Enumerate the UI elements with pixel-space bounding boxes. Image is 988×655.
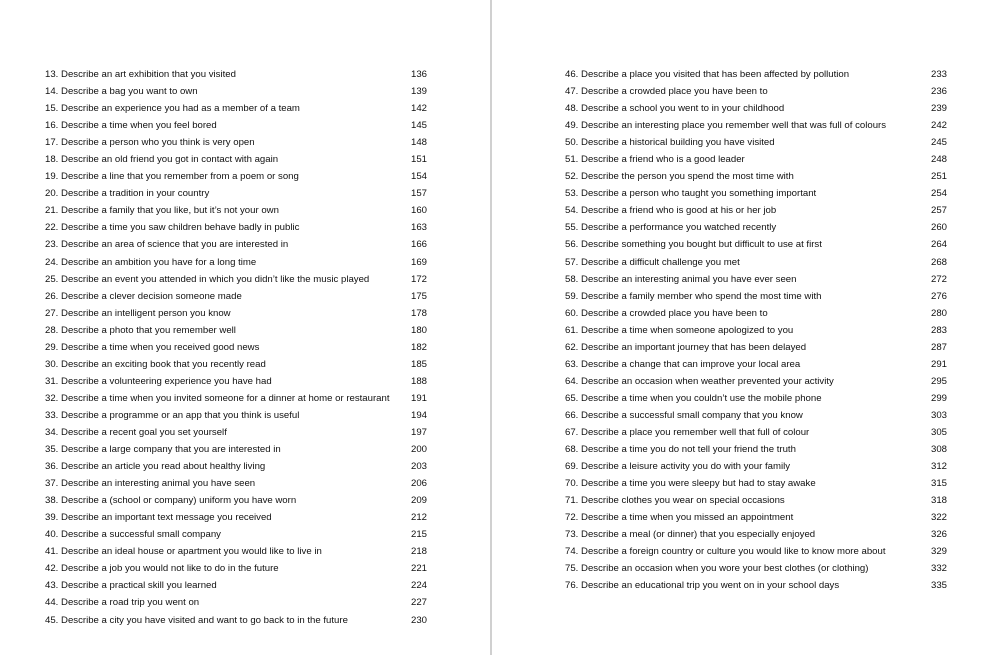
entry-number: 52. [565, 171, 579, 183]
toc-entry [565, 254, 950, 271]
entry-page-number: 251 [931, 171, 948, 183]
entry-title: Describe an interesting animal you have ever seen [581, 273, 797, 285]
entry-title: Describe a city you have visited and want to go back to in the future [61, 614, 348, 626]
entry-title: Describe a foreign country or culture you would like to know more about [581, 546, 886, 558]
entry-title: Describe a successful small company [61, 529, 221, 541]
toc-entry [45, 458, 430, 475]
entry-number: 56. [565, 239, 579, 251]
entry-number: 58. [565, 273, 579, 285]
toc-entry [565, 151, 950, 168]
entry-page-number: 221 [411, 563, 428, 575]
toc-entry [565, 322, 950, 339]
entry-title: Describe a job you would not like to do in the future [61, 563, 279, 575]
entry-page-number: 283 [931, 324, 948, 336]
entry-title: Describe a line that you remember from a poem or song [61, 171, 299, 183]
entry-title: Describe a (school or company) uniform you have worn [61, 495, 297, 507]
entry-page-number: 305 [931, 426, 948, 438]
entry-page-number: 248 [931, 154, 948, 166]
toc-entry [565, 185, 950, 202]
toc-entry [565, 441, 950, 458]
toc-entry [45, 407, 430, 424]
entry-title: Describe a time when you received good news [61, 341, 260, 353]
entry-number: 23. [45, 239, 59, 251]
toc-entry [565, 305, 950, 322]
toc-entry [565, 492, 950, 509]
toc-entry [45, 612, 430, 629]
entry-page-number: 291 [931, 358, 948, 370]
entry-number: 76. [565, 580, 579, 592]
entry-title: Describe an experience you had as a member of a team [61, 103, 300, 115]
toc-entry [45, 577, 430, 594]
toc-entry [565, 288, 950, 305]
entry-page-number: 209 [411, 495, 428, 507]
entry-page-number: 139 [411, 86, 428, 98]
entry-number: 57. [565, 256, 579, 268]
entry-page-number: 318 [931, 495, 948, 507]
entry-title: Describe a person who taught you something important [581, 188, 817, 200]
entry-title: Describe a volunteering experience you have had [61, 375, 272, 387]
entry-page-number: 276 [931, 290, 948, 302]
entry-page-number: 230 [411, 614, 428, 626]
toc-entry [565, 117, 950, 134]
entry-number: 15. [45, 103, 59, 115]
entry-title: Describe an exciting book that you recently read [61, 358, 266, 370]
toc-entry [45, 543, 430, 560]
entry-number: 62. [565, 341, 579, 353]
entry-title: Describe an event you attended in which you didn’t like the music played [61, 273, 370, 285]
entry-number: 51. [565, 154, 579, 166]
entry-number: 37. [45, 478, 59, 490]
toc-entry [565, 134, 950, 151]
entry-number: 34. [45, 426, 59, 438]
entry-page-number: 178 [411, 307, 428, 319]
entry-page-number: 295 [931, 375, 948, 387]
entry-title: Describe a place you remember well that full of colour [581, 426, 810, 438]
entry-page-number: 182 [411, 341, 428, 353]
entry-number: 55. [565, 222, 579, 234]
entry-page-number: 268 [931, 256, 948, 268]
entry-page-number: 163 [411, 222, 428, 234]
entry-page-number: 142 [411, 103, 428, 115]
entry-title: Describe a family that you like, but it’s not your own [61, 205, 279, 217]
entry-page-number: 191 [411, 392, 428, 404]
entry-title: Describe a programme or an app that you think is useful [61, 409, 300, 421]
entry-page-number: 203 [411, 461, 428, 473]
table-of-contents-right [565, 66, 950, 594]
entry-number: 39. [45, 512, 59, 524]
entry-number: 59. [565, 290, 579, 302]
entry-title: Describe an important journey that has been delayed [581, 341, 807, 353]
entry-page-number: 215 [411, 529, 428, 541]
entry-number: 71. [565, 495, 579, 507]
entry-number: 31. [45, 375, 59, 387]
table-of-contents-left [45, 66, 430, 629]
toc-entry [565, 271, 950, 288]
entry-title: Describe a time when you couldn’t use the mobile phone [581, 392, 822, 404]
entry-page-number: 206 [411, 478, 428, 490]
entry-number: 75. [565, 563, 579, 575]
entry-page-number: 287 [931, 341, 948, 353]
entry-title: Describe a difficult challenge you met [581, 256, 740, 268]
entry-page-number: 280 [931, 307, 948, 319]
entry-number: 35. [45, 444, 59, 456]
toc-entry [45, 151, 430, 168]
entry-title: Describe a friend who is good at his or her job [581, 205, 777, 217]
entry-number: 40. [45, 529, 59, 541]
entry-page-number: 180 [411, 324, 428, 336]
entry-page-number: 233 [931, 69, 948, 80]
entry-page-number: 260 [931, 222, 948, 234]
entry-page-number: 160 [411, 205, 428, 217]
entry-title: Describe a road trip you went on [61, 597, 200, 609]
entry-title: Describe a large company that you are interested in [61, 444, 281, 456]
entry-title: Describe a clever decision someone made [61, 290, 242, 302]
toc-entry [45, 168, 430, 185]
entry-page-number: 148 [411, 137, 428, 149]
toc-entry [45, 288, 430, 305]
entry-title: Describe a leisure activity you do with your family [581, 461, 791, 473]
entry-number: 69. [565, 461, 579, 473]
toc-entry [45, 322, 430, 339]
toc-entry [45, 526, 430, 543]
entry-title: Describe a family member who spend the most time with [581, 290, 822, 302]
entry-title: Describe a bag you want to own [61, 86, 198, 98]
entry-number: 65. [565, 392, 579, 404]
entry-page-number: 239 [931, 103, 948, 115]
entry-title: Describe an occasion when you wore your best clothes (or clothing) [581, 563, 869, 575]
entry-number: 30. [45, 358, 59, 370]
entry-title: Describe an interesting animal you have seen [61, 478, 256, 490]
entry-number: 29. [45, 341, 59, 353]
entry-number: 49. [565, 120, 579, 132]
entry-number: 26. [45, 290, 59, 302]
toc-entry [565, 526, 950, 543]
entry-title: Describe a friend who is a good leader [581, 154, 745, 166]
toc-entry [45, 100, 430, 117]
entry-number: 32. [45, 392, 59, 404]
entry-page-number: 303 [931, 409, 948, 421]
entry-number: 42. [45, 563, 59, 575]
entry-page-number: 254 [931, 188, 948, 200]
entry-number: 61. [565, 324, 579, 336]
entry-page-number: 242 [931, 120, 948, 132]
entry-title: Describe a crowded place you have been to [581, 86, 768, 98]
entry-page-number: 308 [931, 444, 948, 456]
toc-entry [45, 356, 430, 373]
right-page [492, 0, 988, 655]
entry-page-number: 212 [411, 512, 428, 524]
entry-title: Describe an interesting place you remember well that was full of colours [581, 120, 887, 132]
entry-number: 17. [45, 137, 59, 149]
entry-number: 43. [45, 580, 59, 592]
entry-page-number: 245 [931, 137, 948, 149]
entry-page-number: 299 [931, 392, 948, 404]
entry-number: 13. [45, 69, 59, 80]
entry-title: Describe a photo that you remember well [61, 324, 236, 336]
entry-page-number: 175 [411, 290, 428, 302]
entry-page-number: 335 [931, 580, 948, 592]
entry-number: 74. [565, 546, 579, 558]
toc-entry [45, 219, 430, 236]
entry-number: 67. [565, 426, 579, 438]
toc-entry [45, 594, 430, 611]
entry-page-number: 236 [931, 86, 948, 98]
entry-number: 45. [45, 614, 59, 626]
entry-number: 20. [45, 188, 59, 200]
entry-title: Describe a recent goal you set yourself [61, 426, 227, 438]
entry-number: 16. [45, 120, 59, 132]
entry-title: Describe the person you spend the most time with [581, 171, 794, 183]
toc-entry [45, 83, 430, 100]
toc-entry [565, 458, 950, 475]
left-page [0, 0, 490, 655]
toc-entry [45, 509, 430, 526]
entry-page-number: 224 [411, 580, 428, 592]
entry-number: 64. [565, 375, 579, 387]
entry-title: Describe something you bought but difficult to use at first [581, 239, 822, 251]
entry-page-number: 332 [931, 563, 948, 575]
entry-number: 50. [565, 137, 579, 149]
toc-entry [565, 543, 950, 560]
toc-entry [45, 117, 430, 134]
toc-entry [565, 424, 950, 441]
toc-entry [565, 168, 950, 185]
entry-page-number: 326 [931, 529, 948, 541]
entry-number: 28. [45, 324, 59, 336]
toc-entry [45, 271, 430, 288]
entry-title: Describe a tradition in your country [61, 188, 210, 200]
toc-entry [45, 492, 430, 509]
entry-title: Describe a time you were sleepy but had to stay awake [581, 478, 816, 490]
entry-title: Describe a successful small company that you know [581, 409, 803, 421]
entry-number: 46. [565, 69, 579, 80]
entry-title: Describe an ambition you have for a long time [61, 256, 257, 268]
toc-entry [565, 83, 950, 100]
entry-title: Describe a meal (or dinner) that you especially enjoyed [581, 529, 816, 541]
toc-entry [565, 373, 950, 390]
entry-title: Describe an article you read about healthy living [61, 461, 266, 473]
entry-number: 36. [45, 461, 59, 473]
entry-number: 33. [45, 409, 59, 421]
entry-number: 19. [45, 171, 59, 183]
entry-number: 41. [45, 546, 59, 558]
entry-number: 21. [45, 205, 59, 217]
entry-number: 44. [45, 597, 59, 609]
toc-entry [565, 577, 950, 594]
entry-page-number: 136 [411, 69, 428, 80]
entry-title: Describe a time you saw children behave badly in public [61, 222, 300, 234]
entry-page-number: 257 [931, 205, 948, 217]
entry-title: Describe a place you visited that has been affected by pollution [581, 69, 850, 80]
entry-number: 48. [565, 103, 579, 115]
toc-entry [565, 236, 950, 253]
entry-page-number: 200 [411, 444, 428, 456]
entry-page-number: 166 [411, 239, 428, 251]
entry-number: 60. [565, 307, 579, 319]
entry-page-number: 329 [931, 546, 948, 558]
entry-page-number: 322 [931, 512, 948, 524]
toc-entry [45, 305, 430, 322]
entry-page-number: 145 [411, 120, 428, 132]
toc-entry [565, 100, 950, 117]
toc-entry [45, 236, 430, 253]
toc-entry [565, 356, 950, 373]
entry-page-number: 197 [411, 426, 428, 438]
entry-title: Describe a time when you missed an appointment [581, 512, 794, 524]
entry-title: Describe an occasion when weather prevented your activity [581, 375, 834, 387]
entry-number: 73. [565, 529, 579, 541]
toc-entry [45, 202, 430, 219]
toc-entry [565, 407, 950, 424]
toc-entry [565, 390, 950, 407]
entry-page-number: 272 [931, 273, 948, 285]
entry-number: 72. [565, 512, 579, 524]
entry-page-number: 172 [411, 273, 428, 285]
entry-number: 38. [45, 495, 59, 507]
toc-entry [565, 202, 950, 219]
entry-page-number: 312 [931, 461, 948, 473]
entry-number: 18. [45, 154, 59, 166]
toc-entry [45, 441, 430, 458]
entry-number: 14. [45, 86, 59, 98]
entry-page-number: 157 [411, 188, 428, 200]
toc-entry [45, 66, 430, 83]
entry-title: Describe an area of science that you are interested in [61, 239, 289, 251]
entry-title: Describe an educational trip you went on in your school days [581, 580, 840, 592]
entry-number: 63. [565, 358, 579, 370]
entry-title: Describe a crowded place you have been to [581, 307, 768, 319]
toc-entry [565, 219, 950, 236]
entry-page-number: 169 [411, 256, 428, 268]
entry-title: Describe a time when you feel bored [61, 120, 217, 132]
toc-entry [565, 339, 950, 356]
entry-title: Describe a time when you invited someone for a dinner at home or restaurant [61, 392, 390, 404]
entry-title: Describe an intelligent person you know [61, 307, 231, 319]
entry-number: 25. [45, 273, 59, 285]
entry-page-number: 185 [411, 358, 428, 370]
entry-number: 54. [565, 205, 579, 217]
toc-entry [565, 475, 950, 492]
toc-entry [565, 509, 950, 526]
entry-title: Describe an old friend you got in contact with again [61, 154, 279, 166]
toc-entry [45, 390, 430, 407]
toc-entry [45, 254, 430, 271]
toc-entry [45, 475, 430, 492]
entry-page-number: 218 [411, 546, 428, 558]
entry-title: Describe a school you went to in your childhood [581, 103, 785, 115]
entry-page-number: 264 [931, 239, 948, 251]
entry-page-number: 194 [411, 409, 428, 421]
entry-title: Describe a performance you watched recently [581, 222, 777, 234]
entry-title: Describe an important text message you received [61, 512, 272, 524]
entry-title: Describe clothes you wear on special occasions [581, 495, 785, 507]
entry-title: Describe a practical skill you learned [61, 580, 217, 592]
toc-entry [45, 560, 430, 577]
entry-number: 53. [565, 188, 579, 200]
entry-number: 24. [45, 256, 59, 268]
entry-number: 66. [565, 409, 579, 421]
toc-entry [565, 66, 950, 83]
toc-entry [45, 424, 430, 441]
toc-entry [45, 185, 430, 202]
entry-title: Describe an art exhibition that you visited [61, 69, 236, 80]
entry-number: 47. [565, 86, 579, 98]
entry-number: 70. [565, 478, 579, 490]
entry-title: Describe a person who you think is very open [61, 137, 255, 149]
entry-title: Describe a historical building you have visited [581, 137, 775, 149]
toc-entry [45, 373, 430, 390]
entry-page-number: 188 [411, 375, 428, 387]
toc-entry [45, 134, 430, 151]
entry-number: 68. [565, 444, 579, 456]
entry-number: 22. [45, 222, 59, 234]
toc-entry [45, 339, 430, 356]
toc-entry [565, 560, 950, 577]
entry-page-number: 151 [411, 154, 428, 166]
entry-page-number: 315 [931, 478, 948, 490]
entry-number: 27. [45, 307, 59, 319]
entry-page-number: 227 [411, 597, 428, 609]
entry-title: Describe a time you do not tell your friend the truth [581, 444, 796, 456]
entry-title: Describe a time when someone apologized to you [581, 324, 794, 336]
entry-page-number: 154 [411, 171, 428, 183]
entry-title: Describe an ideal house or apartment you would like to live in [61, 546, 322, 558]
entry-title: Describe a change that can improve your local area [581, 358, 801, 370]
